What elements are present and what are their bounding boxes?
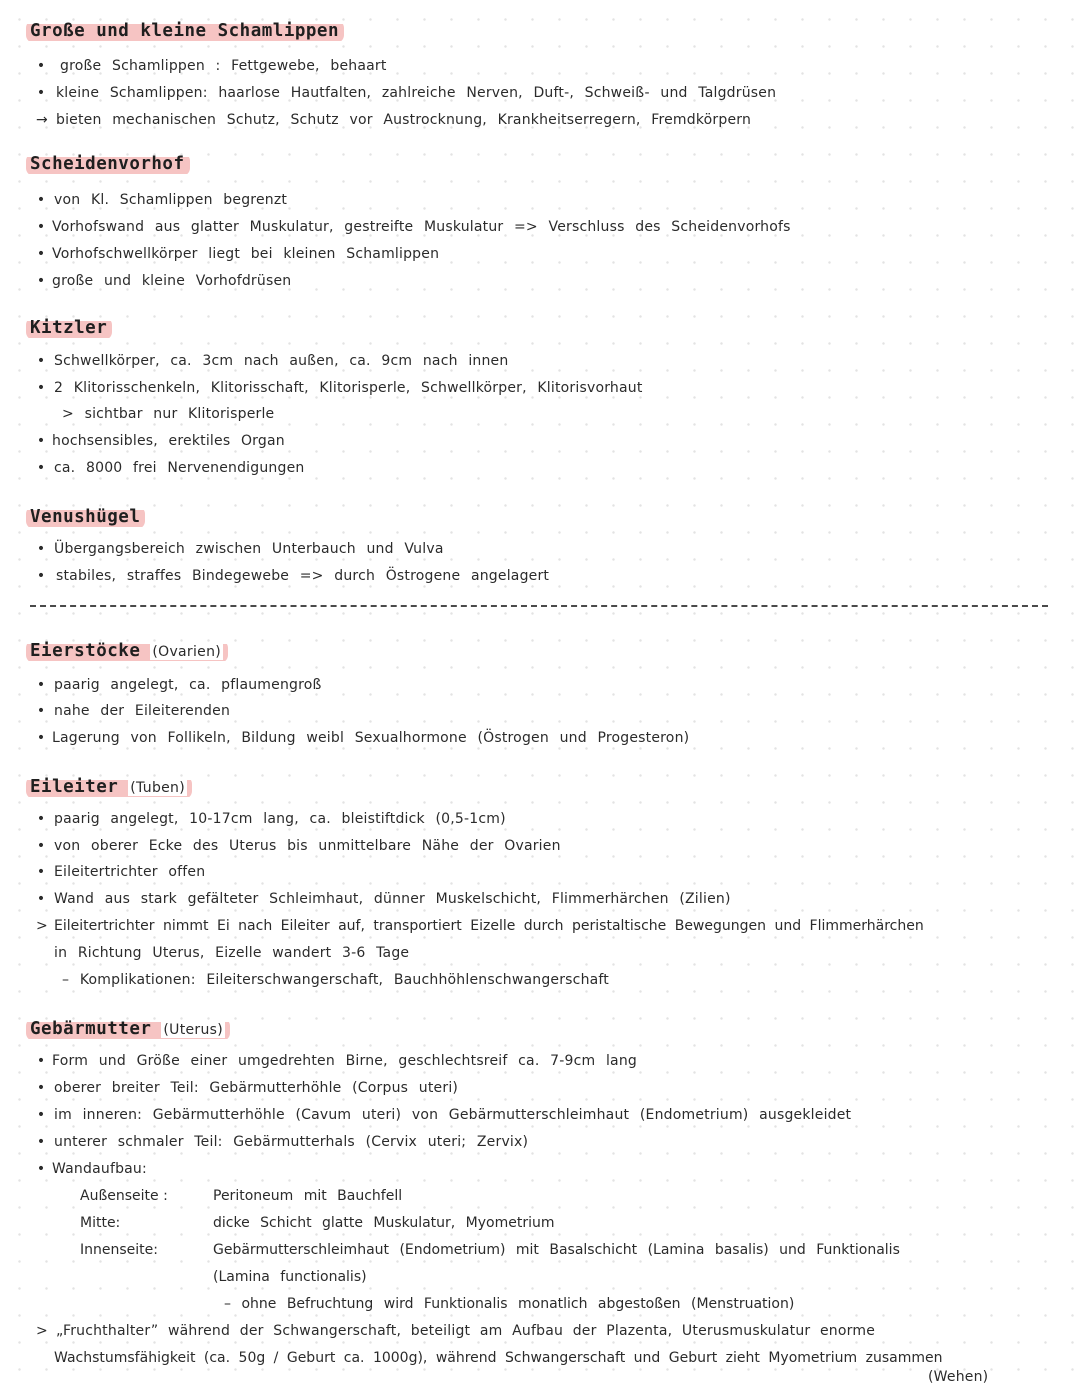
note-line: hochsensibles, erektiles Organ bbox=[52, 433, 285, 449]
heading-subtitle: (Uterus) bbox=[163, 1022, 224, 1038]
note-line: oberer breiter Teil: Gebärmutterhöhle (Corpus uteri) bbox=[54, 1080, 459, 1096]
bullet: • bbox=[36, 703, 46, 719]
note-line: ca. 8000 frei Nervenendigungen bbox=[54, 460, 305, 476]
heading-schamlippen: Große und kleine Schamlippen bbox=[26, 20, 344, 43]
note-line: Form und Größe einer umgedrehten Birne, geschlechtsreif ca. 7-9cm lang bbox=[52, 1053, 637, 1069]
bullet: • bbox=[36, 219, 46, 235]
heading-venushuegel: Venushügel bbox=[26, 506, 145, 529]
note-line: von Kl. Schamlippen begrenzt bbox=[54, 192, 288, 208]
note-line: bieten mechanischen Schutz, Schutz vor Austrocknung, Krankheitserregern, Fremdkörpern bbox=[56, 112, 752, 128]
bullet: • bbox=[36, 891, 46, 907]
note-line: „Fruchthalter” während der Schwangerschaft, beteiligt am Aufbau der Plazenta, Uterusmuskulatur enorme bbox=[56, 1323, 876, 1339]
bullet: • bbox=[36, 1134, 46, 1150]
bullet: • bbox=[36, 353, 46, 369]
note-line: Schwellkörper, ca. 3cm nach außen, ca. 9cm nach innen bbox=[54, 353, 509, 369]
heading-kitzler: Kitzler bbox=[26, 317, 112, 340]
note-line: Lagerung von Follikeln, Bildung weibl Sexualhormone (Östrogen und Progesteron) bbox=[52, 730, 690, 746]
note-line: von oberer Ecke des Uterus bis unmittelbare Nähe der Ovarien bbox=[54, 838, 561, 854]
bullet: • bbox=[36, 380, 46, 396]
bullet: • bbox=[36, 838, 46, 854]
note-line: im inneren: Gebärmutterhöhle (Cavum uteri) von Gebärmutterschleimhaut (Endometrium) ausgekleidet bbox=[54, 1107, 852, 1123]
bullet: • bbox=[36, 273, 46, 289]
note-line: Wand aus stark gefälteter Schleimhaut, dünner Muskelschicht, Flimmerhärchen (Zilien) bbox=[54, 891, 731, 907]
wand-label-aussen: Außenseite : bbox=[80, 1188, 168, 1204]
heading-scheidenvorhof: Scheidenvorhof bbox=[26, 153, 190, 176]
wand-value-aussen: Peritoneum mit Bauchfell bbox=[213, 1188, 403, 1204]
note-line: große und kleine Vorhofdrüsen bbox=[52, 273, 292, 289]
heading-subtitle: (Tuben) bbox=[130, 780, 185, 796]
bullet: • bbox=[36, 1080, 46, 1096]
bullet: • bbox=[36, 460, 46, 476]
bullet: • bbox=[36, 811, 46, 827]
wand-value-mitte: dicke Schicht glatte Muskulatur, Myometrium bbox=[213, 1215, 555, 1231]
note-line: Eileitertrichter offen bbox=[54, 864, 206, 880]
arrow-bullet: → bbox=[36, 112, 48, 128]
note-line: Wandaufbau: bbox=[52, 1161, 147, 1177]
bullet: • bbox=[36, 541, 46, 557]
note-line-continued: Wachstumsfähigkeit (ca. 50g / Geburt ca. 1000g), während Schwangerschaft und Geburt zieht Myometrium zusammen bbox=[54, 1350, 943, 1366]
note-line: Übergangsbereich zwischen Unterbauch und Vulva bbox=[54, 541, 444, 557]
dashed-divider bbox=[30, 605, 1048, 607]
note-line-continued: in Richtung Uterus, Eizelle wandert 3-6 Tage bbox=[54, 945, 410, 961]
bullet: • bbox=[36, 864, 46, 880]
bullet: • bbox=[36, 433, 46, 449]
note-line-end: (Wehen) bbox=[928, 1369, 989, 1385]
note-line: paarig angelegt, ca. pflaumengroß bbox=[54, 677, 322, 693]
bullet: • bbox=[36, 677, 46, 693]
wand-label-mitte: Mitte: bbox=[80, 1215, 121, 1231]
note-line: große Schamlippen : Fettgewebe, behaart bbox=[60, 58, 387, 74]
heading-title: Gebärmutter bbox=[30, 1019, 152, 1039]
note-line: Vorhofschwellkörper liegt bei kleinen Schamlippen bbox=[52, 246, 440, 262]
arrow-bullet: > bbox=[36, 1323, 48, 1339]
note-subline: – Komplikationen: Eileiterschwangerschaft, Bauchhöhlenschwangerschaft bbox=[62, 972, 609, 988]
note-line: nahe der Eileiterenden bbox=[54, 703, 231, 719]
note-line: kleine Schamlippen: haarlose Hautfalten, zahlreiche Nerven, Duft-, Schweiß- und Talgdrüsen bbox=[56, 85, 777, 101]
arrow-bullet: > bbox=[36, 918, 48, 934]
bullet: • bbox=[36, 1161, 46, 1177]
bullet: • bbox=[36, 730, 46, 746]
wand-label-innen: Innenseite: bbox=[80, 1242, 158, 1258]
note-subline: > sichtbar nur Klitorisperle bbox=[62, 406, 275, 422]
wand-value-innen: Gebärmutterschleimhaut (Endometrium) mit Basalschicht (Lamina basalis) und Funktionalis bbox=[213, 1242, 900, 1258]
wand-value-innen-continued: (Lamina functionalis) bbox=[213, 1269, 367, 1285]
heading-eierstoecke bbox=[26, 640, 228, 663]
bullet: • bbox=[36, 192, 46, 208]
note-line: 2 Klitorisschenkeln, Klitorisschaft, Klitorisperle, Schwellkörper, Klitorisvorhaut bbox=[54, 380, 643, 396]
heading-eileiter bbox=[26, 776, 192, 799]
note-line: Eileitertrichter nimmt Ei nach Eileiter auf, transportiert Eizelle durch peristaltische Bewegungen und Flimmerhärchen bbox=[54, 918, 924, 934]
note-line: stabiles, straffes Bindegewebe => durch Östrogene angelagert bbox=[56, 568, 550, 584]
bullet: • bbox=[36, 85, 46, 101]
bullet: • bbox=[36, 568, 46, 584]
bullet: • bbox=[36, 246, 46, 262]
heading-subtitle: (Ovarien) bbox=[152, 644, 221, 660]
note-line: unterer schmaler Teil: Gebärmutterhals (Cervix uteri; Zervix) bbox=[54, 1134, 529, 1150]
note-line: Vorhofswand aus glatter Muskulatur, gestreifte Muskulatur => Verschluss des Scheidenvorhofs bbox=[52, 219, 791, 235]
wand-value-innen-note: – ohne Befruchtung wird Funktionalis monatlich abgestoßen (Menstruation) bbox=[224, 1296, 795, 1312]
heading-title: Eierstöcke bbox=[30, 641, 141, 661]
bullet: • bbox=[36, 1107, 46, 1123]
heading-title: Eileiter bbox=[30, 777, 119, 797]
note-line: paarig angelegt, 10-17cm lang, ca. bleistiftdick (0,5-1cm) bbox=[54, 811, 506, 827]
bullet: • bbox=[36, 58, 46, 74]
heading-gebaermutter bbox=[26, 1018, 230, 1041]
bullet: • bbox=[36, 1053, 46, 1069]
